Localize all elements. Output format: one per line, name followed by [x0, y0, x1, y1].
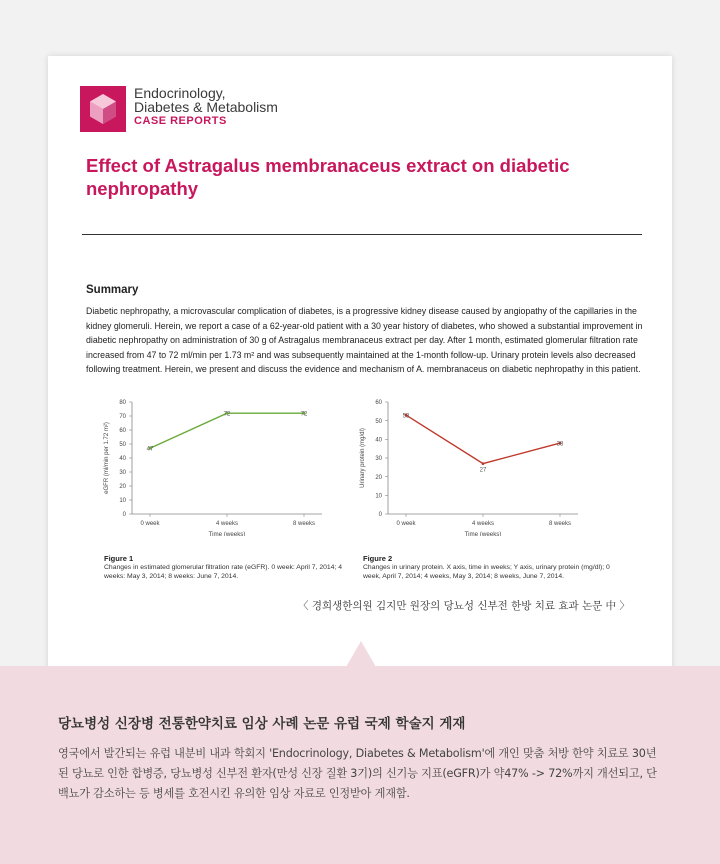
y-tick-label: 60 [375, 400, 382, 407]
article-title: Effect of Astragalus membranaceus extract on diabetic nephropathy [86, 155, 570, 199]
y-tick-label: 40 [375, 437, 382, 444]
info-title: 당뇨병성 신장병 전통한약치료 임상 사례 논문 유럽 국제 학술지 게재 [58, 716, 466, 732]
y-tick-label: 10 [375, 493, 382, 500]
x-tick-label: 8 weeks [548, 521, 572, 527]
y-tick-label: 70 [119, 414, 126, 421]
x-tick-label: 0 week [140, 521, 160, 527]
journal-logo-icon [80, 86, 126, 132]
data-label: 47 [146, 446, 154, 453]
figure2-caption [363, 554, 613, 581]
paper-page [48, 56, 672, 696]
figure2-caption-head: Figure 2 [363, 554, 393, 563]
data-label: 53 [402, 413, 410, 420]
y-tick-label: 40 [119, 456, 126, 463]
y-tick-label: 0 [122, 512, 126, 519]
figure1-caption-text: Changes in estimated glomerular filtration rate (eGFR). 0 week: April 7, 2014; 4 weeks: May 3, 2014; 8 weeks: June 7, 2014. [104, 564, 343, 580]
journal-name-line2: Diabetes & Metabolism [134, 99, 278, 115]
title-divider [82, 234, 642, 235]
y-tick-label: 50 [119, 442, 126, 449]
figure1-caption [104, 554, 354, 581]
figure2-caption-text: Changes in urinary protein. X axis, time in weeks; Y axis, urinary protein (mg/dl); 0 week, April 7, 2014; 4 weeks, May 3, 2014; 8 weeks, June 7, 2014. [363, 564, 610, 580]
y-axis-label: eGFR (ml/min per 1.72 m²) [104, 422, 110, 494]
source-note: 〈 경희생한의원 김지만 원장의 당뇨성 신부전 한방 치료 효과 논문 中 〉 [298, 600, 630, 612]
data-label: 27 [479, 467, 487, 474]
series-line [150, 413, 304, 448]
journal-name-line1: Endocrinology, [134, 85, 226, 101]
y-tick-label: 50 [375, 418, 382, 425]
data-label: 72 [300, 411, 308, 418]
y-tick-label: 20 [375, 474, 382, 481]
y-tick-label: 80 [119, 400, 126, 407]
y-tick-label: 10 [119, 498, 126, 505]
data-point [482, 462, 485, 465]
figure1-egfr-chart [100, 396, 340, 536]
x-axis-label: Time (weeks) [208, 531, 246, 536]
data-label: 38 [556, 441, 564, 448]
figure1-caption-head: Figure 1 [104, 554, 134, 563]
summary-heading: Summary [86, 284, 139, 296]
x-tick-label: 0 week [396, 521, 416, 527]
summary-text: Diabetic nephropathy, a microvascular complication of diabetes, is a progressive kidney disease caused by angiopathy of the capillaries in the kidney glomeruli. Herein, we report a case of a 62-year-old patient with a 30 year history of diabetes, who showed a substantial improvement in diabetic nephropathy on administration of 30 g of Astragalus membranaceus extract per day. After 1 month, estimated glomerular filtration rate increased from 47 to 72 ml/min per 1.73 m² and was subsequently maintained at the 1-month follow-up. Urinary protein levels also decreased following treatment. Herein, we present and discuss the evidence and mechanism of A. membranaceus on diabetic nephropathy in this patient. [86, 306, 643, 375]
journal-name-line3: CASE REPORTS [134, 115, 227, 127]
x-tick-label: 4 weeks [215, 521, 239, 527]
y-tick-label: 30 [375, 456, 382, 463]
series-line [406, 415, 560, 464]
info-panel-pointer [346, 641, 376, 667]
x-tick-label: 4 weeks [471, 521, 495, 527]
figure2-urinary-protein-chart [356, 396, 596, 536]
data-label: 72 [223, 411, 231, 418]
y-tick-label: 30 [119, 470, 126, 477]
y-tick-label: 60 [119, 428, 126, 435]
x-axis-label: Time (weeks) [464, 531, 502, 536]
journal-name [134, 86, 278, 128]
y-tick-label: 20 [119, 484, 126, 491]
y-axis-label: Urinary protein (mg/dl) [360, 428, 366, 488]
x-tick-label: 8 weeks [292, 521, 316, 527]
info-body: 영국에서 발간되는 유럽 내분비 내과 학회지 'Endocrinology, Diabetes & Metabolism'에 개인 맞춤 처방 한약 치료로 30년 된 당뇨로 인한 합병증, 당뇨병성 신부전 환자(만성 신장 질환 3기)의 신기능 지표(eGFR)가 약47% -> 72%까지 개선되고, 단백뇨가 감소하는 등 병세를 호전시킨 유의한 임상 자료로 인정받아 게재함. [58, 747, 657, 800]
y-tick-label: 0 [378, 512, 382, 519]
